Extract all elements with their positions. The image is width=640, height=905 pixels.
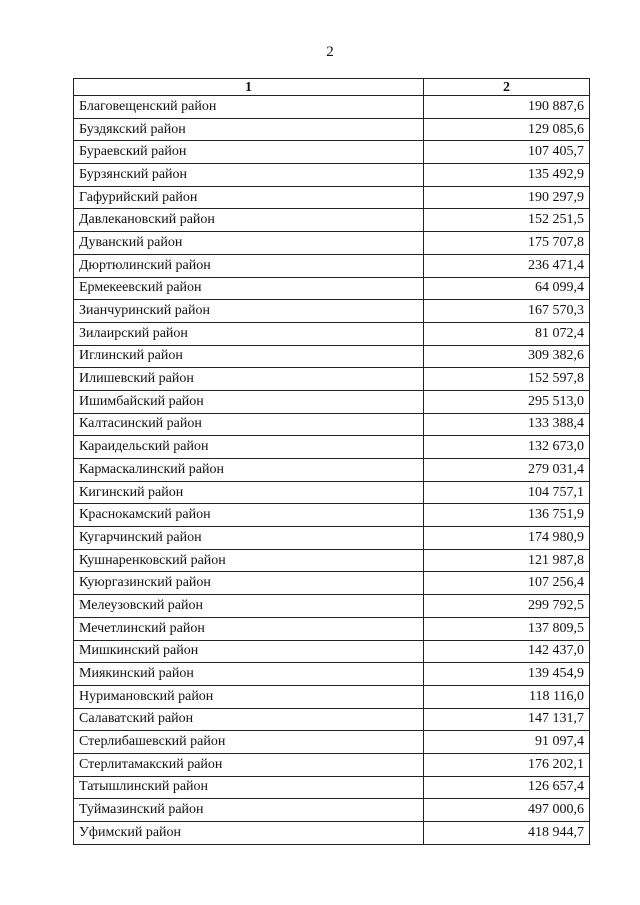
district-name-cell: Кугарчинский район: [74, 527, 424, 550]
table-row: [74, 731, 590, 754]
district-name-cell: Давлекановский район: [74, 209, 424, 232]
amount-cell: 142 437,0: [424, 640, 590, 663]
district-name-cell: Зианчуринский район: [74, 300, 424, 323]
district-name-cell: Нуримановский район: [74, 685, 424, 708]
table-row: [74, 822, 590, 845]
amount-cell: 236 471,4: [424, 254, 590, 277]
district-name-cell: Бурзянский район: [74, 164, 424, 187]
page-number: 2: [326, 44, 334, 60]
table-row: [74, 663, 590, 686]
table-row: [74, 390, 590, 413]
table-row: [74, 141, 590, 164]
district-name-cell: Дюртюлинский район: [74, 254, 424, 277]
table-row: [74, 277, 590, 300]
amount-cell: 129 085,6: [424, 118, 590, 141]
table-row: [74, 527, 590, 550]
table-row: [74, 436, 590, 459]
table-row: [74, 753, 590, 776]
amount-cell: 126 657,4: [424, 776, 590, 799]
table-row: [74, 413, 590, 436]
amount-cell: 121 987,8: [424, 549, 590, 572]
amount-cell: 64 099,4: [424, 277, 590, 300]
district-name-cell: Караидельский район: [74, 436, 424, 459]
table-row: [74, 572, 590, 595]
district-name-cell: Калтасинский район: [74, 413, 424, 436]
column-header-1: 1: [74, 79, 424, 96]
table-row: [74, 708, 590, 731]
table-row: [74, 232, 590, 255]
district-name-cell: Кармаскалинский район: [74, 459, 424, 482]
amount-cell: 295 513,0: [424, 390, 590, 413]
table-row: [74, 164, 590, 187]
district-name-cell: Дуванский район: [74, 232, 424, 255]
amount-cell: 299 792,5: [424, 595, 590, 618]
table-row: [74, 118, 590, 141]
district-name-cell: Иглинский район: [74, 345, 424, 368]
table-row: [74, 209, 590, 232]
district-name-cell: Илишевский район: [74, 368, 424, 391]
district-name-cell: Туймазинский район: [74, 799, 424, 822]
table-row: [74, 345, 590, 368]
table-header: [74, 79, 590, 96]
district-name-cell: Мишкинский район: [74, 640, 424, 663]
amount-cell: 279 031,4: [424, 459, 590, 482]
district-name-cell: Гафурийский район: [74, 186, 424, 209]
amount-cell: 133 388,4: [424, 413, 590, 436]
table-row: [74, 640, 590, 663]
amount-cell: 137 809,5: [424, 617, 590, 640]
amount-cell: 174 980,9: [424, 527, 590, 550]
amount-cell: 309 382,6: [424, 345, 590, 368]
table-row: [74, 549, 590, 572]
amount-cell: 91 097,4: [424, 731, 590, 754]
amount-cell: 497 000,6: [424, 799, 590, 822]
table-row: [74, 322, 590, 345]
amount-cell: 190 887,6: [424, 96, 590, 119]
table-row: [74, 504, 590, 527]
table-row: [74, 799, 590, 822]
amount-cell: 81 072,4: [424, 322, 590, 345]
amount-cell: 152 597,8: [424, 368, 590, 391]
district-name-cell: Кигинский район: [74, 481, 424, 504]
district-name-cell: Стерлибашевский район: [74, 731, 424, 754]
amount-cell: 107 405,7: [424, 141, 590, 164]
amount-cell: 135 492,9: [424, 164, 590, 187]
amount-cell: 136 751,9: [424, 504, 590, 527]
table-row: [74, 254, 590, 277]
amount-cell: 418 944,7: [424, 822, 590, 845]
amount-cell: 107 256,4: [424, 572, 590, 595]
amount-cell: 152 251,5: [424, 209, 590, 232]
district-name-cell: Краснокамский район: [74, 504, 424, 527]
amount-cell: 167 570,3: [424, 300, 590, 323]
amount-cell: 118 116,0: [424, 685, 590, 708]
district-name-cell: Ишимбайский район: [74, 390, 424, 413]
table-row: [74, 776, 590, 799]
column-header-2: 2: [424, 79, 590, 96]
amount-cell: 190 297,9: [424, 186, 590, 209]
table-row: [74, 368, 590, 391]
table-row: [74, 595, 590, 618]
amount-cell: 176 202,1: [424, 753, 590, 776]
table-row: [74, 186, 590, 209]
district-name-cell: Бураевский район: [74, 141, 424, 164]
table-row: [74, 300, 590, 323]
district-name-cell: Салаватский район: [74, 708, 424, 731]
district-name-cell: Стерлитамакский район: [74, 753, 424, 776]
table-row: [74, 685, 590, 708]
table-row: [74, 617, 590, 640]
amount-cell: 139 454,9: [424, 663, 590, 686]
district-name-cell: Куюргазинский район: [74, 572, 424, 595]
table-row: [74, 481, 590, 504]
amount-cell: 132 673,0: [424, 436, 590, 459]
table-row: [74, 459, 590, 482]
table-body: [74, 96, 590, 845]
district-name-cell: Уфимский район: [74, 822, 424, 845]
district-name-cell: Мелеузовский район: [74, 595, 424, 618]
amount-cell: 104 757,1: [424, 481, 590, 504]
data-table: [73, 78, 590, 845]
amount-cell: 147 131,7: [424, 708, 590, 731]
district-name-cell: Буздякский район: [74, 118, 424, 141]
table-row: [74, 96, 590, 119]
district-name-cell: Благовещенский район: [74, 96, 424, 119]
district-name-cell: Миякинский район: [74, 663, 424, 686]
district-name-cell: Кушнаренковский район: [74, 549, 424, 572]
amount-cell: 175 707,8: [424, 232, 590, 255]
header-row: [74, 79, 590, 96]
district-name-cell: Зилаирский район: [74, 322, 424, 345]
district-name-cell: Татышлинский район: [74, 776, 424, 799]
district-name-cell: Ермекеевский район: [74, 277, 424, 300]
district-name-cell: Мечетлинский район: [74, 617, 424, 640]
